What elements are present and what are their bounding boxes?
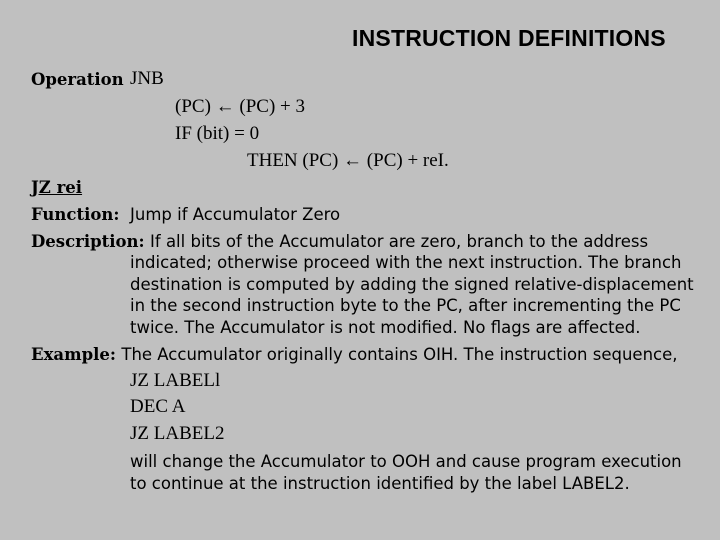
function-label: Function: <box>31 205 120 224</box>
page-title: INSTRUCTION DEFINITIONS <box>352 25 666 51</box>
operation-row <box>31 69 124 91</box>
example-intro: The Accumulator originally contains OIH. The instruction sequence, <box>121 345 678 364</box>
description-line: If all bits of the Accumulator are zero, branch to the address <box>150 232 649 251</box>
operation-line-3: THEN (PC) ← (PC) + reI. <box>247 150 449 171</box>
code-line-2: DEC A <box>130 396 186 417</box>
description-line: indicated; otherwise proceed with the next instruction. The branch <box>130 253 682 272</box>
code-line-1: JZ LABELl <box>130 370 221 391</box>
operation-label: Operation <box>31 70 124 89</box>
result-line: to continue at the instruction identified by the label LABEL2. <box>130 473 630 493</box>
operation-mnemonic: JNB <box>130 68 164 89</box>
description-line: twice. The Accumulator is not modified. No flags are affected. <box>130 317 641 337</box>
code-line-3: JZ LABEL2 <box>130 423 225 444</box>
operation-line-1: (PC) ← (PC) + 3 <box>175 96 306 117</box>
description-label: Description: <box>31 232 145 251</box>
description-line: destination is computed by adding the signed relative-displacement <box>130 274 694 294</box>
example-result <box>130 451 682 494</box>
description-line: in the second instruction byte to the PC, after incrementing the PC <box>130 296 681 315</box>
example-label: Example: <box>31 345 116 364</box>
function-text: Jump if Accumulator Zero <box>130 205 341 224</box>
instruction-heading: JZ rei <box>31 178 83 197</box>
result-line: will change the Accumulator to OOH and cause program execution <box>130 452 682 471</box>
description-first-row <box>31 231 648 253</box>
description-continuation <box>130 252 694 338</box>
operation-line-2: IF (bit) = 0 <box>175 123 260 144</box>
example-row <box>31 344 678 366</box>
